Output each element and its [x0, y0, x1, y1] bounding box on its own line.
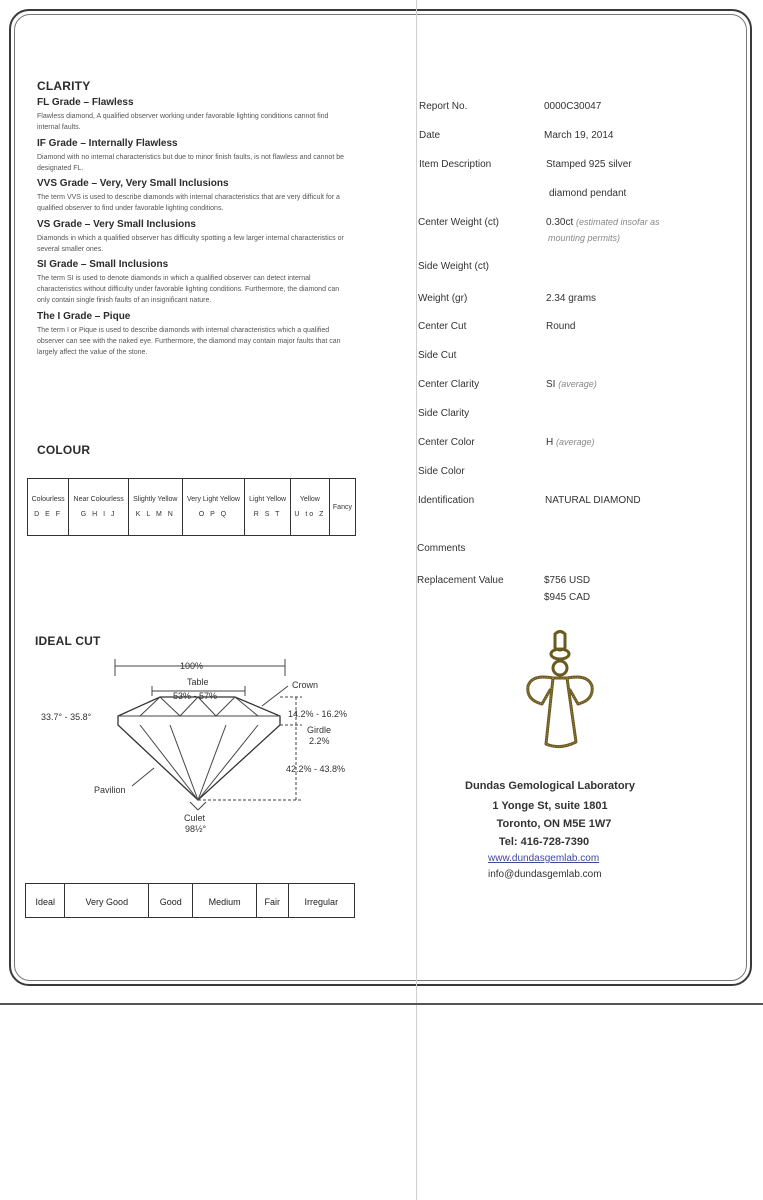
center-weight-label: Center Weight (ct) [418, 217, 499, 228]
colour-cell-name: Very Light Yellow [186, 496, 240, 503]
colour-cell-grade: R S T [253, 511, 282, 518]
pavilion-pointer [132, 768, 154, 786]
crown-angle-label: 33.7° - 35.8° [41, 712, 92, 722]
center-weight-value [546, 217, 660, 228]
pavilion-facet [198, 725, 258, 800]
culet-label: Culet [184, 813, 206, 823]
pavilion-label: Pavilion [94, 785, 126, 795]
table-label: Table [187, 677, 209, 687]
clarity-grade-i [37, 311, 347, 358]
item-description-label: Item Description [419, 159, 492, 170]
colour-cell-fancy [329, 479, 355, 536]
center-clarity-label: Center Clarity [418, 379, 480, 390]
clarity-grade-title: IF Grade – Internally Flawless [37, 138, 178, 149]
clarity-grade-if [37, 138, 347, 174]
lab-website-link[interactable]: www.dundasgemlab.com [488, 853, 600, 864]
pendant-bail [555, 632, 565, 651]
identification-label: Identification [418, 495, 475, 506]
item-description-value-line2: diamond pendant [549, 188, 627, 199]
width-label: 100% [180, 661, 204, 671]
cut-grade-fair: Fair [256, 884, 288, 918]
clarity-grade-title: SI Grade – Small Inclusions [37, 259, 169, 270]
comments-label: Comments [417, 543, 466, 554]
table-range-label: 53% - 57% [173, 691, 218, 701]
colour-cell-name: Colourless [31, 496, 65, 503]
page-fold-line [416, 0, 417, 1200]
clarity-grade-vs [37, 219, 347, 255]
center-color-grade: H [546, 437, 554, 448]
cut-grade-very-good: Very Good [65, 884, 149, 918]
replacement-value-label: Replacement Value [417, 575, 504, 586]
colour-cell-very-light-yellow [182, 479, 245, 536]
center-clarity-value [546, 379, 597, 390]
center-clarity-note: (average) [558, 379, 597, 389]
center-clarity-grade: SI [546, 379, 556, 390]
pendant-head [553, 661, 567, 675]
colour-cell-grade: K L M N [135, 511, 175, 518]
cut-grade-ideal: Ideal [26, 884, 65, 918]
cut-grade-good: Good [149, 884, 193, 918]
pavilion-facet [170, 725, 198, 800]
clarity-grade-text: The term I or Pique is used to describe diamonds with internal characteristics which a qualified observer can see with the naked eye. Furthermore, the diamond may contain major faults that can largely affect the value of the stone. [37, 327, 341, 356]
center-weight-amount: 0.30ct [546, 217, 574, 228]
colour-cell-name: Slightly Yellow [133, 496, 178, 503]
crown-facet [216, 697, 235, 716]
clarity-grade-si [37, 259, 347, 306]
clarity-grade-title: FL Grade – Flawless [37, 97, 134, 108]
colour-cell-grade: G H I J [80, 511, 117, 518]
colour-cell-name: Yellow [299, 496, 320, 503]
center-color-note: (average) [556, 437, 595, 447]
side-weight-label: Side Weight (ct) [418, 261, 489, 272]
colour-cell-name: Near Colourless [73, 496, 124, 503]
colour-cell-colourless [28, 479, 69, 536]
colour-cell-yellow [290, 479, 329, 536]
pavilion-facet [140, 725, 198, 800]
clarity-grade-title: VVS Grade – Very, Very Small Inclusions [37, 178, 229, 189]
center-weight-note-line2: mounting permits) [548, 233, 621, 243]
clarity-grade-text: Diamonds in which a qualified observer has difficulty spotting a few larger internal characteristics or several smaller ones. [37, 235, 344, 253]
side-color-label: Side Color [418, 466, 465, 477]
colour-cell-grade: O P Q [198, 511, 229, 518]
lab-phone: Tel: 416-728-7390 [498, 836, 590, 848]
lab-email[interactable]: info@dundasgemlab.com [488, 869, 602, 880]
replacement-value-cad: $945 CAD [544, 592, 591, 603]
clarity-heading: CLARITY [37, 79, 91, 93]
clarity-grade-text: The term SI is used to denote diamonds in which a qualified observer can detect internal characteristics without difficulty under favorable lighting conditions. Furthermore, the diamond can only contain single finish faults of an insignificant nature. [37, 275, 340, 304]
crown-facet [235, 697, 258, 716]
clarity-grade-title: The I Grade – Pique [37, 311, 131, 322]
lab-address-line2: Toronto, ON M5E 1W7 [496, 818, 612, 830]
pavilion-depth-label: 42.2% - 43.8% [286, 764, 346, 774]
side-cut-label: Side Cut [418, 350, 457, 361]
clarity-grade-text: Flawless diamond, A qualified observer working under favorable lighting conditions cannot find internal faults. [37, 113, 329, 131]
colour-cell-light-yellow [245, 479, 290, 536]
ideal-cut-heading: IDEAL CUT [35, 634, 101, 648]
crown-height-label: 14.2% - 16.2% [288, 709, 348, 719]
page-bottom-edge [0, 1003, 763, 1005]
weight-label: Weight (gr) [418, 293, 468, 304]
crown-facet [140, 697, 160, 716]
cut-grade-irregular: Irregular [288, 884, 354, 918]
clarity-grade-fl [37, 97, 347, 133]
date-label: Date [419, 130, 441, 141]
clarity-grade-text: Diamond with no internal characteristics but due to minor finish faults, is not flawless and cannot be designated FL. [37, 154, 344, 172]
cut-grade-medium: Medium [193, 884, 256, 918]
colour-cell-name: Fancy [332, 503, 352, 511]
lab-name: Dundas Gemological Laboratory [465, 780, 635, 792]
colour-cell-grade: U to Z [294, 511, 326, 518]
clarity-grade-text: The term VVS is used to describe diamonds with internal characteristics that are very difficult for a qualified observer to find under favorable lighting conditions. [37, 194, 340, 212]
replacement-value-usd: $756 USD [544, 575, 591, 586]
diamond-cut-diagram [30, 650, 365, 840]
weight-value: 2.34 grams [546, 293, 597, 304]
pendant-halo [551, 649, 569, 659]
colour-cell-slightly-yellow [129, 479, 183, 536]
side-clarity-label: Side Clarity [418, 408, 470, 419]
report-number-label: Report No. [419, 101, 468, 112]
clarity-grade-title: VS Grade – Very Small Inclusions [37, 219, 196, 230]
center-weight-note: (estimated insofar as [576, 217, 660, 227]
angel-pendant-image [520, 628, 600, 758]
pavilion-facet [198, 725, 226, 800]
crown-pointer [262, 686, 288, 706]
culet-arrow [190, 802, 198, 810]
pendant-robe [546, 678, 576, 747]
clarity-grade-vvs [37, 178, 347, 214]
center-color-value [546, 437, 595, 448]
date-value: March 19, 2014 [544, 130, 614, 141]
colour-scale-table [27, 478, 356, 536]
center-cut-label: Center Cut [418, 321, 467, 332]
identification-value: NATURAL DIAMOND [545, 495, 641, 506]
colour-cell-grade: D E F [34, 511, 63, 518]
colour-cell-near-colourless [69, 479, 129, 536]
report-number-value: 0000C30047 [544, 101, 602, 112]
girdle-value-label: 2.2% [309, 736, 330, 746]
diamond-outline [118, 697, 280, 800]
center-cut-value: Round [546, 321, 576, 332]
cut-grade-table [25, 883, 355, 918]
colour-cell-name: Light Yellow [249, 496, 287, 503]
item-description-value: Stamped 925 silver [546, 159, 632, 170]
culet-value-label: 98½° [185, 824, 207, 834]
crown-label: Crown [292, 680, 319, 690]
lab-address-line1: 1 Yonge St, suite 1801 [492, 800, 608, 812]
girdle-label: Girdle [307, 725, 332, 735]
center-color-label: Center Color [418, 437, 475, 448]
culet-arrow [198, 802, 206, 810]
colour-heading: COLOUR [37, 443, 91, 457]
